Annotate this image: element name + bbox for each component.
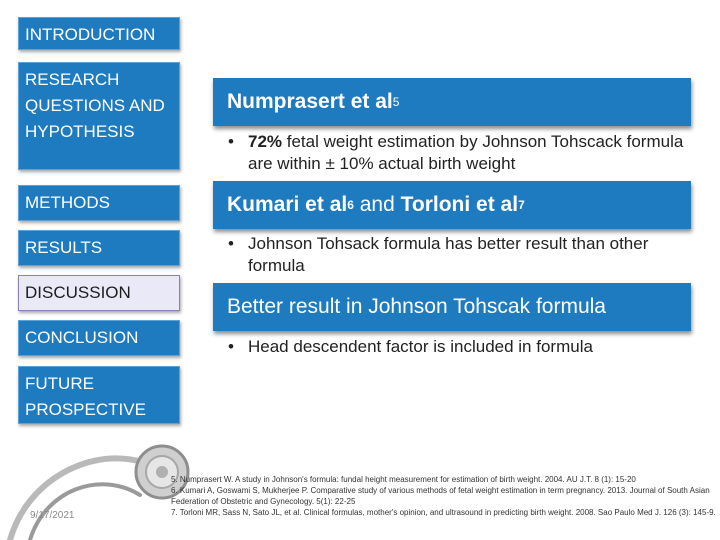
nav-discussion[interactable] xyxy=(18,275,180,311)
nav-introduction[interactable] xyxy=(18,17,180,50)
section-title: Numprasert et al xyxy=(227,90,393,113)
bullet-text: fetal weight estimation by Johnson Tohscack formula are within ± 10% actual birth weight xyxy=(248,132,684,173)
nav-label: DISCUSSION xyxy=(25,283,131,302)
footer-date: 9/17/2021 xyxy=(30,510,75,521)
references xyxy=(171,474,716,518)
section-header-numprasert xyxy=(213,78,691,126)
reference-item: 7. Torloni MR, Sass N, Sato JL, et al. Clinical formulas, mother's opinion, and ultrasound in predicting birth weight. 2008. Sao Paulo Med J. 126 (3): 145-9. xyxy=(171,508,716,517)
section-header-kumari-torloni xyxy=(213,181,691,229)
nav-methods[interactable] xyxy=(18,185,180,221)
nav-label: FUTURE PROSPECTIVE xyxy=(25,374,146,419)
superscript: 7 xyxy=(518,198,525,212)
nav-results[interactable] xyxy=(18,230,180,266)
section-title-part2: Torloni et al xyxy=(400,193,519,216)
reference-item: 5. Numprasert W. A study in Johnson's formula: fundal height measurement for estimation of birth weight. 2004. AU J.T. 8 (1): 15-20 xyxy=(171,475,636,484)
section-header-better-result xyxy=(213,283,691,331)
nav-conclusion[interactable] xyxy=(18,320,180,356)
superscript: 6 xyxy=(347,198,354,212)
bullet-dot: • xyxy=(228,337,234,356)
nav-label: METHODS xyxy=(25,193,110,212)
nav-label: INTRODUCTION xyxy=(25,25,156,44)
section-title-mid: and xyxy=(353,193,401,216)
nav-label: RESULTS xyxy=(25,238,103,257)
bullet-dot: • xyxy=(228,132,234,151)
bullet-text: Head descendent factor is included in formula xyxy=(248,337,593,356)
bullet-kumari-torloni xyxy=(228,233,688,277)
nav-label: RESEARCH QUESTIONS AND HYPOTHESIS xyxy=(25,70,165,141)
bullet-text: Johnson Tohsack formula has better result than other formula xyxy=(248,234,649,275)
bullet-numprasert xyxy=(228,131,688,175)
nav-label: CONCLUSION xyxy=(25,328,139,347)
section-title: Better result in Johnson Tohscak formula xyxy=(227,295,606,318)
section-title-part1: Kumari et al xyxy=(227,193,348,216)
reference-item: 6. Kumari A, Goswami S, Mukherjee P. Comparative study of various methods of fetal weight estimation in term pregnancy. 2013. Journal of South Asian Federation of Obstetric and Gynecology. 5(1): 22-25 xyxy=(171,486,710,506)
nav-research-questions[interactable] xyxy=(18,62,180,170)
bullet-bold: 72% xyxy=(248,132,283,151)
bullet-head-descendent xyxy=(228,336,688,358)
superscript: 5 xyxy=(392,95,400,109)
nav-future-prospective[interactable] xyxy=(18,366,180,424)
bullet-dot: • xyxy=(228,234,234,253)
